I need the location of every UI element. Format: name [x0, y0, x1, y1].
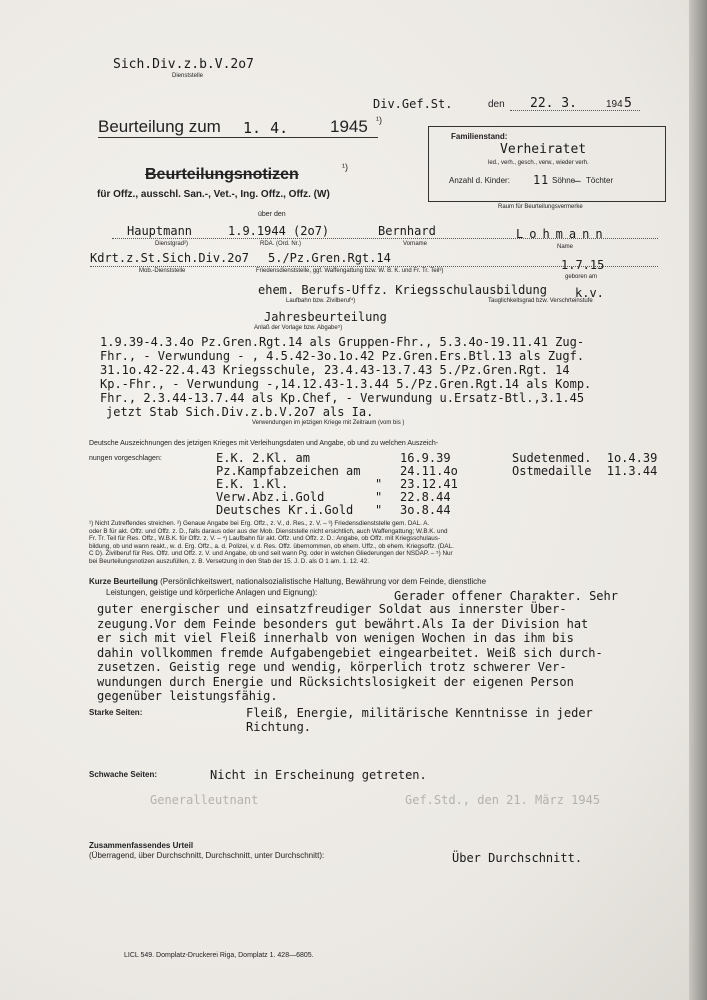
kurze-line: guter energischer und einsatzfreudiger Soldat aus innerster Über- [97, 602, 567, 616]
last-name-value: Lohmann [516, 227, 609, 241]
fitness-label: Tauglichkeitsgrad bzw. Verschrteinstufe [488, 298, 593, 304]
service-line: Fhr., 2.3.44-13.7.44 als Kp.Chef, - Verwundung u.Ersatz-Btl.,3.1.45 [100, 391, 585, 405]
title-underline [98, 137, 378, 138]
award-date: 24.11.4o [400, 464, 458, 478]
summary-value: Über Durchschnitt. [452, 851, 583, 865]
service-history [100, 335, 591, 419]
award-date: 11.3.44 [606, 464, 658, 478]
daughters-label: Töchter [586, 176, 614, 185]
kurze-first-line: Gerader offener Charakter. Sehr [394, 589, 618, 603]
ditto-mark: " [375, 503, 383, 517]
title-date: 1. 4. [243, 119, 289, 137]
family-status-value: Verheiratet [500, 142, 587, 157]
den-label: den [488, 99, 505, 110]
award-name: Ostmedaille [512, 464, 592, 478]
kurze-line: zeugung.Vor dem Feinde besonders gut bewährt.Als Ia der Division hat [97, 616, 589, 631]
mob-unit-label: Mob.-Dienststelle [139, 268, 186, 274]
award-date: 3o.8.44 [400, 503, 451, 517]
kurze-instruction: (Persönlichkeitswert, nationalsozialistische Haltung, Bewährung vor dem Feinde, dienstliche [160, 577, 487, 586]
strengths-line: Fleiß, Energie, militärische Kenntnisse in jeder [246, 706, 593, 720]
first-name-value: Bernhard [378, 224, 436, 238]
children-value: 1 [533, 173, 541, 187]
peace-unit-value: 5./Pz.Gren.Rgt.14 [268, 251, 391, 265]
bleedthrough-text: Generalleutnant [150, 793, 259, 807]
kurze-line: dahin vollkommen fremde Aufgabengebiet eingearbeitet. Weiß sich durch- [97, 645, 603, 660]
awards-intro-2: nungen vorgeschlagen: [89, 455, 162, 462]
date-value: 22. 3. [530, 96, 577, 111]
award-date: 23.12.41 [400, 477, 458, 491]
title-label: Beurteilung zum [98, 117, 221, 136]
service-line: jetzt Stab Sich.Div.z.b.V.2o7 als Ia. [106, 405, 374, 419]
rank-value: Hauptmann [127, 224, 193, 238]
mob-unit-value: Kdrt.z.St.Sich.Div.2o7 [90, 251, 249, 265]
last-name-label: Name [557, 244, 574, 250]
family-box-caption: Raum für Beurteilungsvermerke [498, 204, 583, 210]
footnote-line: oder B für akt. Offz. und Offz. z. D., falls daraus oder aus der Mob. Dienststelle nicht ersichtlich, auch Waffengattung; W.B.K. und [89, 527, 448, 535]
award-name: E.K. 2.Kl. am [216, 451, 310, 465]
rank-label: Dienstgrad²) [155, 241, 189, 247]
award-date: 22.8.44 [400, 490, 451, 504]
kurze-label: Kurze Beurteilung [89, 577, 158, 586]
kurze-line: gegenüber leistungsfähig. [97, 689, 278, 703]
notizen-label: Beurteilungsnotizen [145, 166, 299, 183]
occasion-value: Jahresbeurteilung [264, 310, 387, 324]
award-name: Pz.Kampfabzeichen am [216, 464, 361, 478]
award-name: Verw.Abz.i.Gold [216, 490, 325, 504]
kurze-line: er sich mit viel Fleiß innerhalb von wenigen Wochen in das ihm bis [97, 631, 574, 645]
rda-label: RDA. (Ord. Nr.) [260, 241, 302, 247]
occasion-label: Anlaß der Vorlage bzw. Abgabe⁵) [254, 325, 343, 331]
award-name: Deutsches Kr.i.Gold [216, 503, 354, 517]
children-label: Anzahl d. Kinder: [449, 176, 510, 185]
awards-intro: Deutsche Auszeichnungen des jetzigen Krieges mit Verleihungsdaten und Angabe, ob und zu welchen Auszeich- [89, 440, 439, 447]
year-printed: 194 [606, 99, 623, 110]
award-date: 1o.4.39 [606, 451, 658, 465]
strengths-line: Richtung. [246, 720, 312, 734]
weak-label: Schwache Seiten: [89, 770, 158, 779]
page-edge-shadow [689, 0, 707, 1000]
ueber-den-label: über den [258, 211, 286, 218]
footnote-line: bei Beurteilungsnotizen auszufüllen, z. B. Versetzung in den Stab der 15. J. D. als O 1 am. 1. 12. 42. [89, 557, 370, 565]
ditto-marks [375, 478, 382, 517]
rda-value: 1.9.1944 (2o7) [228, 224, 330, 238]
birth-label: geboren am [565, 274, 598, 280]
fitness-value: k.v. [575, 286, 604, 300]
kurze-header [89, 577, 486, 586]
kurze-line: wundungen durch Energie und Rücksichtslosigkeit der eigenen Person [97, 674, 574, 689]
person-row1-line [112, 238, 658, 239]
first-name-label: Vorname [403, 241, 428, 247]
award-name: Sudetenmed. [512, 451, 592, 465]
family-options: led., verh., gesch., verw., wieder verh. [488, 160, 589, 166]
summary-options: (Überragend, über Durchschnitt, Durchschnitt, unter Durchschnitt): [89, 851, 325, 860]
unit-value: Sich.Div.z.b.V.2o7 [113, 57, 254, 72]
daughters-value: — [574, 174, 581, 187]
award-date: 16.9.39 [400, 451, 451, 465]
kurze-instruction-2: Leistungen, geistige und körperliche Anlagen und Eignung): [106, 588, 318, 597]
unit-label: Dienststelle [172, 73, 204, 79]
awards-list [216, 452, 361, 517]
award-dates [400, 452, 458, 517]
sons-label: Söhne [552, 176, 576, 185]
ditto-mark: " [375, 490, 383, 504]
footnote-line: ¹) Nicht Zutreffendes streichen. ²) Genaue Angabe bei Erg. Offz., z. V., d. Res., z. V. – ³) Friedensdienststelle gem. DAL. A. [89, 520, 430, 527]
strengths-value [246, 706, 593, 734]
service-line: Kp.-Fhr., - Verwundung -,14.12.43-1.3.44 5./Pz.Gren.Rgt.14 als Komp. [100, 377, 592, 391]
footnote-line: bildung, ob und wann reakt., w. d. Erg. Offz., a. d. Polizei, v. d. Res. Offz. übernommen, ob ehem. Uffz., ob ehem. Kriegsoffz. (DAL. [89, 542, 454, 550]
service-line: 31.1o.42-22.4.43 Kriegsschule, 23.4.43-13.7.43 5./Pz.Gren.Rgt. 14 [100, 363, 570, 377]
title-footnote: ¹) [376, 115, 382, 125]
awards-right [512, 452, 657, 478]
award-name: E.K. 1.Kl. [216, 477, 289, 491]
footnote-line: C D). Zivilberuf für Res. Offz. und Offz. z. V. und Angabe, ob und seit wann Pg. oder in welchen Gliederungen der NSDAP. – ⁵) Nur [89, 550, 453, 558]
birth-date-value: 1.7.15 [561, 258, 605, 272]
date-line [510, 110, 640, 111]
sons-value: 1 [541, 173, 549, 187]
career-label: Laufbahn bzw. Zivilberuf⁴) [286, 298, 356, 304]
family-status-label: Familienstand: [451, 132, 508, 141]
person-row2-line [90, 266, 658, 267]
title-year: 1945 [330, 117, 368, 136]
kurze-line: zusetzen. Geistig rege und wendig, körperlich trotz schwerer Ver- [97, 660, 567, 674]
career-value: ehem. Berufs-Uffz. Kriegsschulausbildung [258, 283, 547, 297]
summary-label: Zusammenfassendes Urteil [89, 841, 194, 850]
notizen-subtitle: für Offz., ausschl. San.-, Vet.-, Ing. Offz., Offz. (W) [97, 189, 330, 200]
place-value: Div.Gef.St. [373, 97, 453, 111]
ditto-mark: " [375, 477, 383, 491]
printer-footer: LICL 549. Domplatz-Druckerei Riga, Domplatz 1. 428—6805. [124, 952, 314, 959]
bleedthrough-text: Gef.Std., den 21. März 1945 [405, 793, 601, 807]
year-typed: 5 [624, 96, 632, 111]
notizen-footnote: ¹) [342, 162, 348, 172]
footnotes [89, 520, 454, 566]
award-item [216, 504, 361, 517]
weak-value: Nicht in Erscheinung getreten. [210, 768, 427, 782]
peace-unit-label: Friedensdienststelle, ggf. Waffengattung bzw. W. B. K. und Fr. Tr. Teil³) [256, 268, 444, 274]
footnote-line: Fr. Tr. Teil für Res. Offz., W.B.K. für Offz. z. V. – ⁴) Laufbahn für akt. Offz. und Offz. z. D.: Angabe, ob Offz. mit Kriegsschulaus- [89, 535, 441, 543]
kurze-text [97, 602, 603, 704]
strengths-label: Starke Seiten: [89, 708, 143, 717]
service-caption: Verwendungen im jetzigen Kriege mit Zeitraum (vom bis ) [252, 420, 405, 426]
service-line: Fhr., - Verwundung - , 4.5.42-3o.1o.42 Pz.Gren.Ers.Btl.13 als Zugf. [100, 349, 585, 363]
service-line: 1.9.39-4.3.4o Pz.Gren.Rgt.14 als Gruppen-Fhr., 5.3.4o-19.11.41 Zug- [100, 335, 585, 349]
